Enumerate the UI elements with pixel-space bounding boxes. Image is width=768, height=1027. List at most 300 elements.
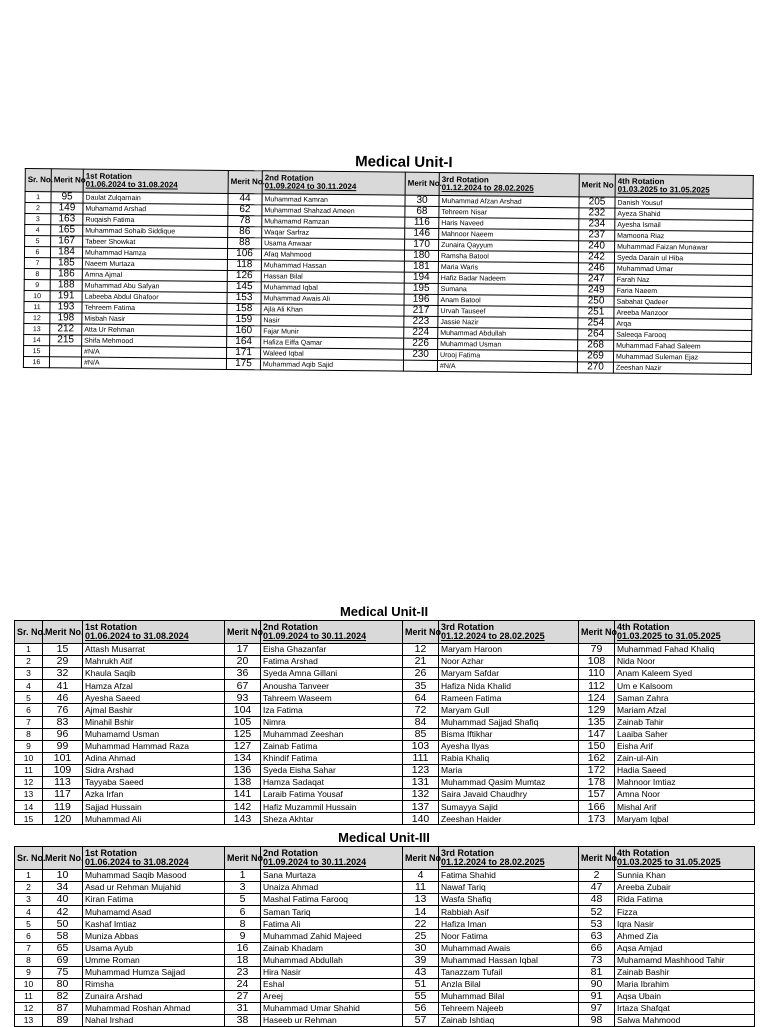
merit-no-cell: 226 xyxy=(404,338,438,349)
merit-no-cell: 196 xyxy=(404,294,438,305)
table-row xyxy=(15,954,755,966)
student-name-cell: Muhammad Faizan Munawar xyxy=(615,241,753,253)
student-name-cell: Nida Noor xyxy=(615,656,755,668)
student-name-cell: Sumana xyxy=(438,283,578,295)
sr-no-cell: 7 xyxy=(24,257,50,268)
rotation-label: 1st Rotation xyxy=(85,171,133,182)
rotation-label: 3rd Rotation xyxy=(441,175,489,185)
student-name-cell: Aqsa Amjad xyxy=(615,942,755,954)
student-name-cell: Mamoona Riaz xyxy=(615,230,753,242)
merit-no-cell: 18 xyxy=(225,954,261,966)
merit-no-cell: 110 xyxy=(579,668,615,680)
student-name-cell: Amna Noor xyxy=(615,789,755,801)
unit-title: Medical Unit-III xyxy=(338,830,430,845)
rotation-dates: 01.03.2025 to 31.05.2025 xyxy=(617,631,721,641)
student-name-cell: Maria Waris xyxy=(438,261,578,273)
sr-no-cell: 8 xyxy=(24,268,50,279)
student-name-cell: Tabeer Showkat xyxy=(83,236,228,248)
merit-no-cell: 125 xyxy=(225,728,261,740)
student-name-cell: Hafiza Iman xyxy=(439,918,579,930)
merit-no-cell: 232 xyxy=(579,208,615,219)
merit-no-cell: 96 xyxy=(43,728,83,740)
sr-no-cell: 12 xyxy=(24,312,50,323)
student-name-cell: Mahnoor Naeem xyxy=(439,228,579,240)
unit-title: Medical Unit-II xyxy=(339,604,429,619)
sr-no-cell: 5 xyxy=(25,236,51,247)
table-row xyxy=(15,1003,755,1015)
merit-no-cell: 17 xyxy=(225,644,261,656)
sr-no-cell: 7 xyxy=(15,942,43,954)
merit-no-cell: 167 xyxy=(51,236,83,247)
merit-no-cell: 35 xyxy=(403,680,439,692)
student-name-cell: #N/A xyxy=(81,357,226,369)
merit-no-cell: 12 xyxy=(403,644,439,656)
student-name-cell: Zeeshan Nazir xyxy=(613,362,751,374)
merit-no-cell: 84 xyxy=(403,716,439,728)
student-name-cell: Fatima Arshad xyxy=(261,656,403,668)
student-name-cell: Muhammad Zahid Majeed xyxy=(261,930,403,942)
merit-no-cell: 47 xyxy=(579,882,615,894)
unit-title: Medical Unit-I xyxy=(355,153,453,172)
sr-no-cell: 4 xyxy=(25,225,51,236)
medical-unit-3-section xyxy=(14,830,754,1027)
sr-no-cell: 3 xyxy=(15,668,43,680)
sr-no-cell: 6 xyxy=(24,247,50,258)
table-row xyxy=(15,966,755,978)
student-name-cell: Anam Kaleem Syed xyxy=(615,668,755,680)
table-row xyxy=(15,882,755,894)
rotation-dates: 01.12.2024 to 28.02.2025 xyxy=(441,183,534,193)
merit-no-cell xyxy=(49,357,81,368)
merit-no-cell: 53 xyxy=(579,918,615,930)
student-name-cell: Afaq Mahmood xyxy=(261,249,404,261)
merit-no-cell: 163 xyxy=(51,214,83,225)
merit-no-cell: 85 xyxy=(403,728,439,740)
sr-no-cell: 5 xyxy=(15,692,43,704)
student-name-cell: Azka Irfan xyxy=(83,789,225,801)
rotation-dates: 01.03.2025 to 31.05.2025 xyxy=(617,857,721,867)
merit-no-cell: 73 xyxy=(579,954,615,966)
student-name-cell: Irtaza Shafqat xyxy=(615,1003,755,1015)
merit-no-cell: 89 xyxy=(43,1015,83,1027)
merit-no-cell: 175 xyxy=(226,358,260,369)
merit-no-cell: 162 xyxy=(579,752,615,764)
rotation-header xyxy=(262,171,405,195)
merit-no-cell xyxy=(403,360,437,371)
sr-no-cell: 2 xyxy=(25,203,51,214)
merit-no-cell: 140 xyxy=(403,813,439,825)
merit-no-cell: 38 xyxy=(225,1015,261,1027)
student-name-cell: Maria xyxy=(439,764,579,776)
merit-no-cell: 15 xyxy=(43,644,83,656)
student-name-cell: Tayyaba Saeed xyxy=(83,777,225,789)
rotation-dates: 01.12.2024 to 28.02.2025 xyxy=(441,631,545,641)
student-name-cell: Muhammad Zeeshan xyxy=(261,728,403,740)
student-name-cell: Arqa xyxy=(614,318,752,330)
merit-no-cell: 120 xyxy=(43,813,83,825)
merit-no-cell: 67 xyxy=(225,680,261,692)
student-name-cell: Farah Naz xyxy=(614,274,752,286)
rotation-header xyxy=(615,174,753,198)
merit-no-cell: 90 xyxy=(579,978,615,990)
merit-no-cell: 217 xyxy=(404,305,438,316)
student-name-cell: Areeba Zubair xyxy=(615,882,755,894)
merit-no-cell: 108 xyxy=(579,656,615,668)
merit-no-cell: 181 xyxy=(404,261,438,272)
student-name-cell: Muhammad Fahad Khaliq xyxy=(615,644,755,656)
merit-no-header: Merit No. xyxy=(225,847,261,870)
table-row xyxy=(15,764,755,776)
student-name-cell: Rabia Khaliq xyxy=(439,752,579,764)
merit-no-header: Merit No xyxy=(579,174,615,197)
student-name-cell: Fatima Shahid xyxy=(439,870,579,882)
merit-no-cell: 172 xyxy=(579,764,615,776)
merit-no-cell: 188 xyxy=(50,280,82,291)
merit-no-cell: 195 xyxy=(404,283,438,294)
student-name-cell: Zainab Khadam xyxy=(261,942,403,954)
student-name-cell: Mishal Arif xyxy=(615,801,755,813)
student-name-cell: Laaiba Saher xyxy=(615,728,755,740)
merit-no-header: Merit No. xyxy=(405,172,439,195)
sr-no-cell: 2 xyxy=(15,882,43,894)
merit-no-cell: 215 xyxy=(50,335,82,346)
rotation-dates: 01.06.2024 to 31.08.2024 xyxy=(85,631,189,641)
merit-no-cell: 123 xyxy=(403,764,439,776)
student-name-cell: Zainab Fatima xyxy=(261,740,403,752)
merit-no-cell: 146 xyxy=(405,228,439,239)
merit-no-cell: 5 xyxy=(225,894,261,906)
student-name-cell: Areeba Manzoor xyxy=(614,307,752,319)
student-name-cell: Ahmed Zia xyxy=(615,930,755,942)
student-name-cell: Mahrukh Atif xyxy=(83,656,225,668)
sr-no-cell: 3 xyxy=(25,214,51,225)
student-name-cell: Ajmal Bashir xyxy=(83,704,225,716)
rotation-dates: 01.06.2024 to 31.08.2024 xyxy=(85,857,189,867)
merit-no-cell: 270 xyxy=(577,362,613,373)
student-name-cell: Hafiza Eiffa Qamar xyxy=(261,337,404,349)
merit-no-cell: 30 xyxy=(403,942,439,954)
rotation-header xyxy=(261,847,403,870)
student-name-cell: Muhamamd Asad xyxy=(83,906,225,918)
sr-no-cell: 16 xyxy=(23,356,49,367)
merit-no-cell: 109 xyxy=(43,764,83,776)
merit-no-cell: 24 xyxy=(225,978,261,990)
student-name-cell: Naeem Murtaza xyxy=(82,258,227,270)
student-name-cell: Muhamamd Arshad xyxy=(83,203,228,215)
merit-no-cell: 165 xyxy=(51,225,83,236)
merit-no-cell: 76 xyxy=(43,704,83,716)
merit-no-cell: 205 xyxy=(579,197,615,208)
merit-no-cell: 55 xyxy=(403,990,439,1002)
table-row xyxy=(15,990,755,1002)
student-name-cell: Mariam Afzal xyxy=(615,704,755,716)
sr-no-cell: 4 xyxy=(15,906,43,918)
student-name-cell: Ramsha Batool xyxy=(438,250,578,262)
medical-unit-1-section xyxy=(23,150,753,375)
student-name-cell: Tehreem Nisar xyxy=(439,206,579,218)
student-name-cell: Muhammad Hassan xyxy=(261,260,404,272)
student-name-cell: Maryam Haroon xyxy=(439,644,579,656)
table-row xyxy=(15,813,755,825)
student-name-cell: Rameen Fatima xyxy=(439,692,579,704)
merit-no-cell: 25 xyxy=(403,930,439,942)
merit-no-cell: 81 xyxy=(579,966,615,978)
merit-no-cell: 72 xyxy=(403,704,439,716)
table-row xyxy=(15,870,755,882)
merit-no-cell: 10 xyxy=(43,870,83,882)
merit-no-cell: 34 xyxy=(43,882,83,894)
sr-no-cell: 3 xyxy=(15,894,43,906)
student-name-cell: Kashaf Imtiaz xyxy=(83,918,225,930)
student-name-cell: Urooj Fatima xyxy=(437,349,577,361)
rotation-label: 3rd Rotation xyxy=(441,848,494,858)
merit-no-cell: 39 xyxy=(403,954,439,966)
student-name-cell: Labeeba Abdul Ghafoor xyxy=(82,291,227,303)
student-name-cell: Rida Fatima xyxy=(615,894,755,906)
sr-no-cell: 1 xyxy=(15,644,43,656)
merit-no-cell: 46 xyxy=(43,692,83,704)
table-row xyxy=(15,692,755,704)
merit-no-cell: 129 xyxy=(579,704,615,716)
student-name-cell: Muhammad Iqbal xyxy=(261,282,404,294)
student-name-cell: Usama Ayub xyxy=(83,942,225,954)
sr-no-header: Sr. No. xyxy=(25,169,51,192)
merit-no-cell: 22 xyxy=(403,918,439,930)
merit-no-cell: 185 xyxy=(50,258,82,269)
merit-no-cell: 31 xyxy=(225,1003,261,1015)
table-row xyxy=(15,680,755,692)
merit-no-cell: 143 xyxy=(225,813,261,825)
merit-no-cell: 101 xyxy=(43,752,83,764)
student-name-cell: Maria Ibrahim xyxy=(615,978,755,990)
merit-no-cell: 113 xyxy=(43,777,83,789)
merit-no-cell: 132 xyxy=(403,789,439,801)
merit-no-cell: 8 xyxy=(225,918,261,930)
merit-no-cell: 268 xyxy=(578,340,614,351)
table-row xyxy=(15,978,755,990)
sr-no-cell: 10 xyxy=(15,978,43,990)
merit-no-cell: 173 xyxy=(579,813,615,825)
student-name-cell: Jassie Nazir xyxy=(438,316,578,328)
medical-unit-2-section xyxy=(14,604,754,825)
student-name-cell: Hafiz Badar Nadeem xyxy=(438,272,578,284)
student-name-cell: Muhammad Qasim Mumtaz xyxy=(439,777,579,789)
merit-no-header: Merit No. xyxy=(403,847,439,870)
merit-no-cell: 131 xyxy=(403,777,439,789)
merit-no-cell: 237 xyxy=(579,230,615,241)
student-name-cell: Muhammad Usman xyxy=(438,338,578,350)
student-name-cell: Umme Roman xyxy=(83,954,225,966)
merit-no-cell: 1 xyxy=(225,870,261,882)
student-name-cell: Um e Kalsoom xyxy=(615,680,755,692)
sr-no-cell: 13 xyxy=(15,789,43,801)
rotation-label: 2nd Rotation xyxy=(263,848,318,858)
merit-no-cell: 83 xyxy=(43,716,83,728)
student-name-cell: Hafiza Nida Khalid xyxy=(439,680,579,692)
sr-no-cell: 2 xyxy=(15,656,43,668)
table-row xyxy=(15,668,755,680)
student-name-cell: Syeda Darain ul Hiba xyxy=(614,252,752,264)
rotation-header xyxy=(439,847,579,870)
merit-no-cell: 32 xyxy=(43,668,83,680)
student-name-cell: Saman Zahra xyxy=(615,692,755,704)
student-name-cell: Muhammad Kamran xyxy=(262,194,405,206)
sr-no-cell: 8 xyxy=(15,728,43,740)
merit-no-cell: 171 xyxy=(227,347,261,358)
rotation-label: 2nd Rotation xyxy=(264,173,314,183)
student-name-cell: Kiran Fatima xyxy=(83,894,225,906)
merit-no-header: Merit No. xyxy=(228,170,262,193)
student-name-cell: Zunaira Arshad xyxy=(83,990,225,1002)
student-name-cell: Muhammad Ali xyxy=(83,813,225,825)
merit-no-header: Merit No. xyxy=(43,847,83,870)
table-row xyxy=(15,704,755,716)
merit-no-cell: 126 xyxy=(227,270,261,281)
student-name-cell: Noor Azhar xyxy=(439,656,579,668)
student-name-cell: Muhammad Sajjad Shafiq xyxy=(439,716,579,728)
merit-no-cell: 48 xyxy=(579,894,615,906)
student-name-cell: Muhammad Abdullah xyxy=(261,954,403,966)
student-name-cell: Hamza Sadaqat xyxy=(261,777,403,789)
sr-no-cell: 13 xyxy=(24,323,50,334)
table-row xyxy=(15,789,755,801)
merit-no-cell: 247 xyxy=(578,274,614,285)
student-name-cell: Zainab Ishtiaq xyxy=(439,1015,579,1027)
merit-no-cell: 26 xyxy=(403,668,439,680)
merit-no-cell: 178 xyxy=(579,777,615,789)
student-name-cell: Mahnoor Imtiaz xyxy=(615,777,755,789)
merit-no-cell: 93 xyxy=(225,692,261,704)
rotation-dates: 01.06.2024 to 31.08.2024 xyxy=(85,179,178,190)
merit-no-cell xyxy=(50,346,82,357)
rotation-label: 1st Rotation xyxy=(85,622,138,632)
student-name-cell: Muhammad Afzan Arshad xyxy=(439,195,579,207)
student-name-cell: Hamza Afzal xyxy=(83,680,225,692)
merit-no-cell: 43 xyxy=(403,966,439,978)
merit-no-cell: 116 xyxy=(405,217,439,228)
rotation-header xyxy=(615,621,755,644)
student-name-cell: Daulat Zulqarnain xyxy=(83,192,228,204)
merit-no-cell: 95 xyxy=(51,192,83,203)
sr-no-cell: 10 xyxy=(24,290,50,301)
sr-no-cell: 1 xyxy=(15,870,43,882)
student-name-cell: Muhamamd Ramzan xyxy=(262,216,405,228)
student-name-cell: Sunnia Khan xyxy=(615,870,755,882)
merit-no-cell: 13 xyxy=(403,894,439,906)
sr-no-cell: 15 xyxy=(15,813,43,825)
sr-no-cell: 14 xyxy=(24,334,50,345)
merit-no-cell: 166 xyxy=(579,801,615,813)
merit-no-cell: 157 xyxy=(579,789,615,801)
student-name-cell: Sumayya Sajid xyxy=(439,801,579,813)
merit-no-cell: 66 xyxy=(579,942,615,954)
merit-no-cell: 198 xyxy=(50,313,82,324)
rotation-header xyxy=(439,621,579,644)
sr-no-cell: 11 xyxy=(15,990,43,1002)
merit-no-cell: 44 xyxy=(228,193,262,204)
merit-no-cell: 223 xyxy=(404,316,438,327)
rotation-dates: 01.09.2024 to 30.11.2024 xyxy=(263,631,367,641)
merit-no-cell: 6 xyxy=(225,906,261,918)
student-name-cell: Muhammad Umar xyxy=(614,263,752,275)
merit-no-cell: 78 xyxy=(228,215,262,226)
merit-no-cell: 254 xyxy=(578,318,614,329)
merit-no-cell: 159 xyxy=(227,314,261,325)
student-name-cell: Hira Nasir xyxy=(261,966,403,978)
table-row xyxy=(15,656,755,668)
sr-no-cell: 8 xyxy=(15,954,43,966)
student-name-cell: Khaula Saqib xyxy=(83,668,225,680)
student-name-cell: Anam Batool xyxy=(438,294,578,306)
rotation-table xyxy=(14,620,755,825)
student-name-cell: Muhammad Abdullah xyxy=(438,327,578,339)
merit-no-cell: 9 xyxy=(225,930,261,942)
merit-no-cell: 160 xyxy=(227,325,261,336)
sr-no-cell: 14 xyxy=(15,801,43,813)
merit-no-cell: 21 xyxy=(403,656,439,668)
student-name-cell: Usama Anwaar xyxy=(262,238,405,250)
student-name-cell: Muhamamd Mashhood Tahir xyxy=(615,954,755,966)
table-row xyxy=(15,740,755,752)
sr-no-cell: 12 xyxy=(15,1003,43,1015)
merit-no-cell: 118 xyxy=(227,259,261,270)
merit-no-cell: 230 xyxy=(404,349,438,360)
merit-no-cell: 65 xyxy=(43,942,83,954)
merit-no-cell: 57 xyxy=(403,1015,439,1027)
merit-no-cell: 103 xyxy=(403,740,439,752)
rotation-header xyxy=(615,847,755,870)
student-name-cell: Fajar Munir xyxy=(261,326,404,338)
merit-no-cell: 147 xyxy=(579,728,615,740)
sr-no-cell: 11 xyxy=(15,764,43,776)
student-name-cell: Amna Ajmal xyxy=(82,269,227,281)
rotation-dates: 01.09.2024 to 30.11.2024 xyxy=(263,857,367,867)
student-name-cell: Waqar Sarfraz xyxy=(262,227,405,239)
student-name-cell: Rimsha xyxy=(83,978,225,990)
sr-no-cell: 6 xyxy=(15,704,43,716)
student-name-cell: Iza Fatima xyxy=(261,704,403,716)
student-name-cell: Muhamamd Usman xyxy=(83,728,225,740)
merit-no-cell: 52 xyxy=(579,906,615,918)
merit-no-cell: 119 xyxy=(43,801,83,813)
student-name-cell: Salwa Mahmood xyxy=(615,1015,755,1027)
sr-no-cell: 9 xyxy=(15,740,43,752)
rotation-dates: 01.03.2025 to 31.05.2025 xyxy=(617,184,710,195)
rotation-table xyxy=(23,168,754,375)
student-name-cell: Shifa Mehmood xyxy=(82,335,227,347)
student-name-cell: Ajla Ali Khan xyxy=(261,304,404,316)
merit-no-cell: 193 xyxy=(50,302,82,313)
merit-no-cell: 212 xyxy=(50,324,82,335)
sr-no-cell: 1 xyxy=(25,192,51,203)
student-name-cell: Muniza Abbas xyxy=(83,930,225,942)
merit-no-header: Merit No. xyxy=(225,621,261,644)
student-name-cell: Hafiz Muzammil Hussain xyxy=(261,801,403,813)
merit-no-cell: 56 xyxy=(403,1003,439,1015)
merit-no-cell: 42 xyxy=(43,906,83,918)
student-name-cell: Ayesha Saeed xyxy=(83,692,225,704)
merit-no-cell: 224 xyxy=(404,327,438,338)
sr-no-cell: 5 xyxy=(15,918,43,930)
merit-no-cell: 62 xyxy=(228,204,262,215)
merit-no-cell: 14 xyxy=(403,906,439,918)
merit-no-cell: 240 xyxy=(579,241,615,252)
merit-no-cell: 91 xyxy=(579,990,615,1002)
rotation-label: 3rd Rotation xyxy=(441,622,494,632)
student-name-cell: Muhammad Hassan Iqbal xyxy=(439,954,579,966)
merit-no-cell: 145 xyxy=(227,281,261,292)
table-row xyxy=(15,752,755,764)
